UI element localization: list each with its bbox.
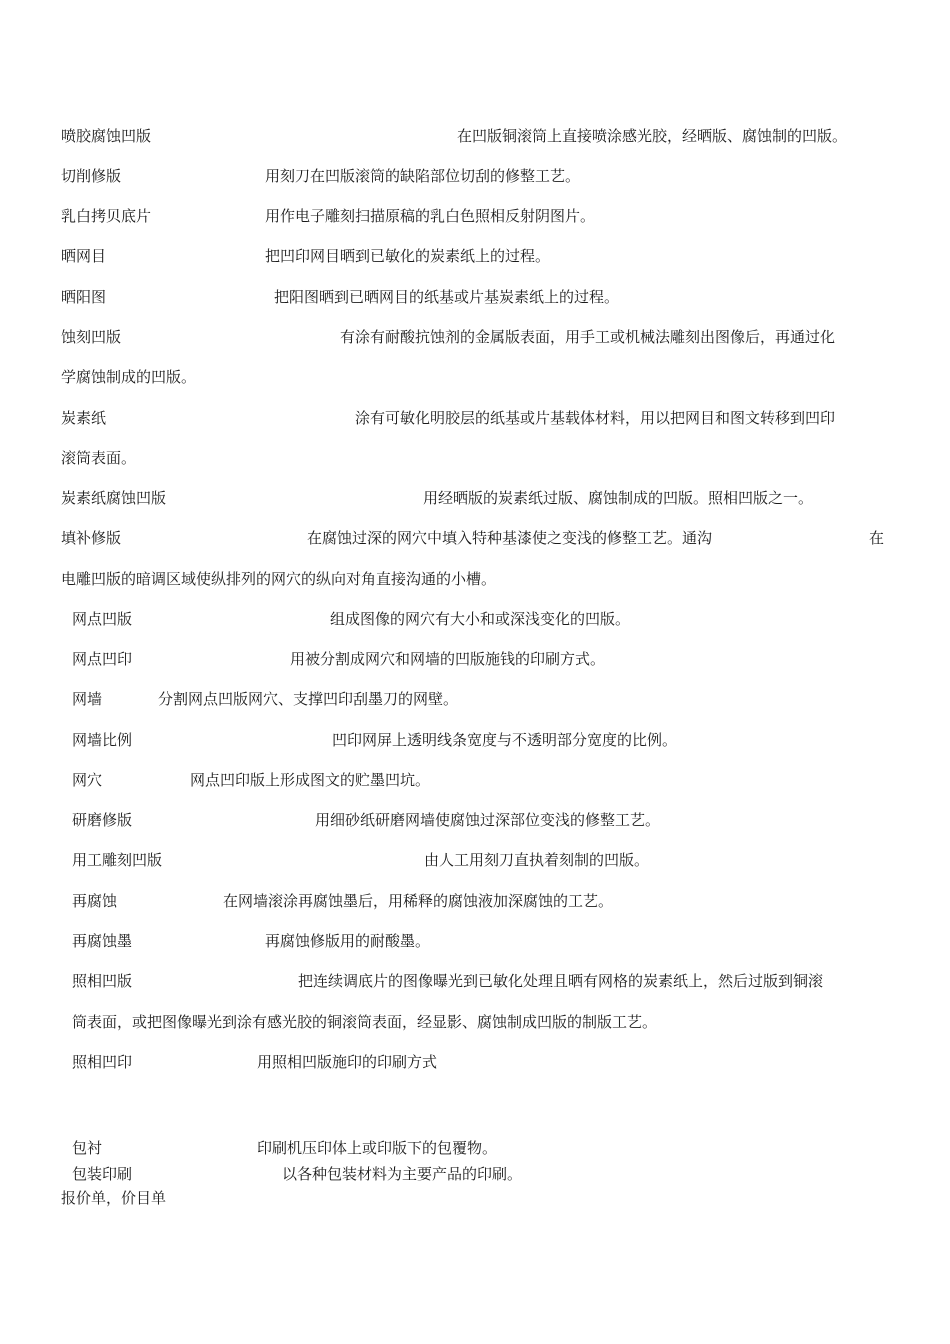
term-label: 网穴 — [72, 771, 103, 789]
term-definition: 涂有可敏化明胶层的纸基或片基载体材料，用以把网目和图文转移到凹印 — [355, 409, 836, 427]
term-label: 用工雕刻凹版 — [72, 851, 163, 869]
term-definition: 把连续调底片的图像曝光到已敏化处理且晒有网格的炭素纸上，然后过版到铜滚 — [298, 972, 824, 990]
term-label: 报价单，价目单 — [61, 1189, 167, 1207]
term-definition-continuation: 电雕凹版的暗调区域使纵排列的网穴的纵向对角直接沟通的小槽。 — [61, 570, 497, 588]
term-label: 晒阳图 — [61, 288, 107, 306]
term-definition: 凹印网屏上透明线条宽度与不透明部分宽度的比例。 — [332, 731, 678, 749]
term-label: 网点凹版 — [72, 610, 133, 628]
term-label: 网点凹印 — [72, 650, 133, 668]
term-label: 包衬 — [72, 1139, 103, 1157]
term-definition: 在网墙滚涂再腐蚀墨后，用稀释的腐蚀液加深腐蚀的工艺。 — [223, 892, 614, 910]
term-label: 再腐蚀墨 — [72, 932, 133, 950]
term-definition: 用被分割成网穴和网墙的凹版施钱的印刷方式。 — [290, 650, 606, 668]
term-definition-continuation: 学腐蚀制成的凹版。 — [61, 368, 197, 386]
term-definition-extra: 在 — [869, 529, 885, 547]
term-definition: 网点凹印版上形成图文的贮墨凹坑。 — [190, 771, 431, 789]
term-label: 乳白拷贝底片 — [61, 207, 152, 225]
term-label: 网墙比例 — [72, 731, 133, 749]
term-definition-continuation: 筒表面，或把图像曝光到涂有感光胶的铜滚筒表面，经显影、腐蚀制成凹版的制版工艺。 — [72, 1013, 658, 1031]
term-definition: 以各种包装材料为主要产品的印刷。 — [282, 1165, 523, 1183]
term-definition: 把凹印网目晒到已敏化的炭素纸上的过程。 — [265, 247, 551, 265]
term-definition: 组成图像的网穴有大小和或深浅变化的凹版。 — [330, 610, 631, 628]
term-definition: 在凹版铜滚筒上直接喷涂感光胶，经晒版、腐蚀制的凹版。 — [457, 127, 848, 145]
term-definition: 用细砂纸研磨网墙使腐蚀过深部位变浅的修整工艺。 — [315, 811, 661, 829]
term-label: 晒网目 — [61, 247, 107, 265]
term-definition: 印刷机压印体上或印版下的包覆物。 — [257, 1139, 498, 1157]
term-definition: 用作电子雕刻扫描原稿的乳白色照相反射阴图片。 — [265, 207, 596, 225]
term-label: 填补修版 — [61, 529, 122, 547]
term-definition: 再腐蚀修版用的耐酸墨。 — [265, 932, 431, 950]
term-label: 喷胶腐蚀凹版 — [61, 127, 152, 145]
term-label: 炭素纸腐蚀凹版 — [61, 489, 167, 507]
term-label: 照相凹印 — [72, 1053, 133, 1071]
term-label: 照相凹版 — [72, 972, 133, 990]
term-label: 网墙 — [72, 690, 103, 708]
term-label: 蚀刻凹版 — [61, 328, 122, 346]
term-label: 研磨修版 — [72, 811, 133, 829]
term-definition-continuation: 滚筒表面。 — [61, 449, 137, 467]
term-definition: 用刻刀在凹版滚筒的缺陷部位切刮的修整工艺。 — [265, 167, 581, 185]
term-definition: 由人工用刻刀直执着刻制的凹版。 — [424, 851, 650, 869]
term-definition: 用经晒版的炭素纸过版、腐蚀制成的凹版。照相凹版之一。 — [423, 489, 814, 507]
term-definition: 用照相凹版施印的印刷方式 — [257, 1053, 438, 1071]
term-label: 包装印刷 — [72, 1165, 133, 1183]
term-label: 切削修版 — [61, 167, 122, 185]
term-definition: 把阳图晒到已晒网目的纸基或片基炭素纸上的过程。 — [274, 288, 620, 306]
term-definition: 分割网点凹版网穴、支撑凹印刮墨刀的网壁。 — [158, 690, 459, 708]
term-definition: 在腐蚀过深的网穴中填入特种基漆使之变浅的修整工艺。通沟 — [307, 529, 713, 547]
term-label: 再腐蚀 — [72, 892, 118, 910]
term-definition: 有涂有耐酸抗蚀剂的金属版表面，用手工或机械法雕刻出图像后，再通过化 — [340, 328, 836, 346]
term-label: 炭素纸 — [61, 409, 107, 427]
